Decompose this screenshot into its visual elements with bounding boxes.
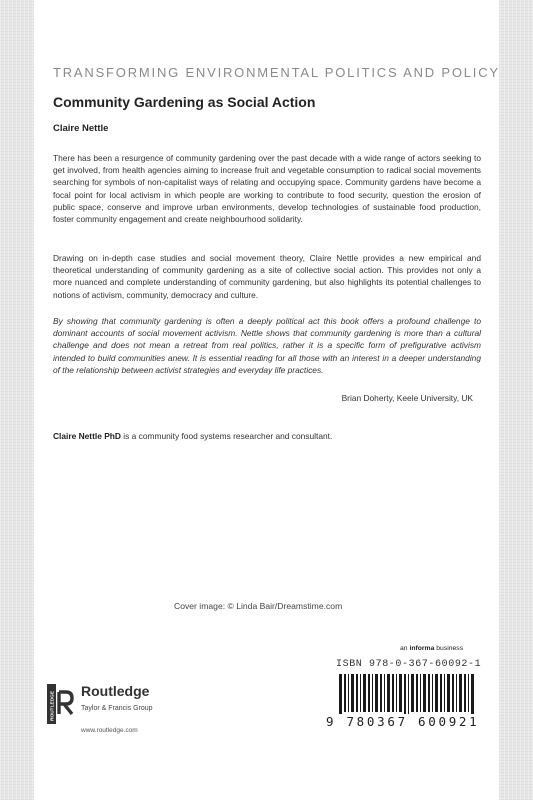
back-cover: [34, 0, 499, 800]
author-bio-name: Claire Nettle PhD: [53, 431, 121, 441]
author-bio: [53, 431, 332, 441]
endorsement-quote: By showing that community gardening is often a deeply political act this book offers a profound challenge to dominant accounts of social movement activism. Nettle shows that community gardening is more than a cultural challenge and does not mean a retreat from real politics, rather it is a specific form of prefigurative activism intended to build communities anew. It is essential reading for all those with an interest in a deeper understanding of the relationship between activist strategies and everyday life practices.: [53, 316, 481, 375]
cover-image-credit: Cover image: © Linda Bair/Dreamstime.com: [174, 601, 343, 611]
publisher-url[interactable]: www.routledge.com: [81, 727, 138, 734]
series-title: TRANSFORMING ENVIRONMENTAL POLITICS AND POLICY: [53, 65, 500, 80]
publisher-group: Taylor & Francis Group: [81, 705, 153, 712]
publisher-name: Routledge: [81, 683, 150, 699]
informa-brand: informa: [409, 645, 435, 652]
barcode-number: 9 780367 600921: [326, 714, 480, 729]
book-title: Community Gardening as Social Action: [53, 94, 316, 110]
author-name: Claire Nettle: [53, 123, 109, 134]
isbn-text: ISBN 978-0-367-60092-1: [336, 659, 482, 670]
endorsement-attribution: Brian Doherty, Keele University, UK: [341, 393, 473, 403]
informa-suffix: business: [434, 645, 464, 652]
logo-vertical-label: ROUTLEDGE: [50, 690, 56, 721]
description-paragraph-2: Drawing on in-depth case studies and social movement theory, Claire Nettle provides a new empirical and theoretical understanding of community gardening as a site of collective social action. This provides not only a more nuanced and complete understanding of community gardening, but also highlights its potential challenges to notions of activism, community, democracy and culture.: [53, 253, 481, 300]
author-bio-text: is a community food systems researcher and consultant.: [120, 431, 333, 441]
informa-business-label: [400, 645, 463, 652]
informa-prefix: an: [400, 645, 410, 652]
routledge-logo-icon: [47, 684, 75, 724]
description-paragraph-1: There has been a resurgence of community gardening over the past decade with a wide range of actors seeking to get involved, from health agencies aiming to increase fruit and vegetable consumption to radical social movements searching for symbols of non-capitalist ways of relating and occupying space. Community gardens have become a focal point for local activism in which people are working to contribute to food security, question the erosion of public space, conserve and improve urban environments, develop technologies of sustainable food production, foster community engagement and create neighbourhood solidarity.: [53, 153, 481, 225]
